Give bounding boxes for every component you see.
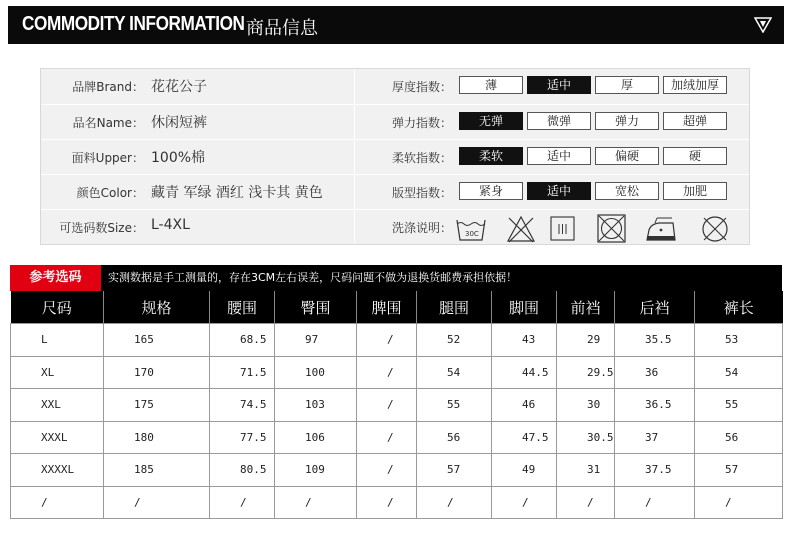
table-cell: / — [357, 389, 417, 422]
info-row-size — [41, 209, 354, 245]
size-column-header: 前裆 — [557, 291, 615, 324]
info-row-upper — [41, 139, 354, 175]
product-info-panel — [40, 68, 750, 245]
table-cell: 71.5 — [210, 356, 275, 389]
fit-option: 紧身 — [459, 182, 523, 200]
table-cell: 37.5 — [615, 454, 695, 487]
table-cell: XL — [11, 356, 104, 389]
info-value: 100%棉 — [151, 150, 206, 166]
info-value: 休闲短裤 — [151, 115, 207, 131]
thickness-option: 薄 — [459, 76, 523, 94]
thickness-option: 加绒加厚 — [663, 76, 727, 94]
table-cell: / — [275, 486, 357, 519]
table-cell: 103 — [275, 389, 357, 422]
table-cell: 36.5 — [615, 389, 695, 422]
table-cell: 175 — [104, 389, 210, 422]
table-row — [11, 389, 783, 422]
index-label: 弹力指数： — [392, 116, 453, 130]
no-tumble-dry-icon — [598, 215, 625, 242]
table-cell: XXL — [11, 389, 104, 422]
header-bar — [8, 6, 784, 44]
info-label: 品名Name： — [72, 116, 144, 130]
table-cell: / — [357, 324, 417, 357]
wash-label: 洗涤说明： — [392, 221, 453, 235]
line-dry-icon — [551, 217, 574, 240]
table-cell: 185 — [104, 454, 210, 487]
table-cell: 29.5 — [557, 356, 615, 389]
index-row-softness — [355, 139, 749, 175]
table-cell: 31 — [557, 454, 615, 487]
table-cell: 55 — [695, 389, 783, 422]
size-column-header: 臀围 — [275, 291, 357, 324]
table-row — [11, 421, 783, 454]
table-cell: 37 — [615, 421, 695, 454]
table-cell: / — [357, 356, 417, 389]
table-cell: 68.5 — [210, 324, 275, 357]
softness-option: 硬 — [663, 147, 727, 165]
table-cell: 54 — [417, 356, 492, 389]
table-cell: 57 — [417, 454, 492, 487]
table-cell: 55 — [417, 389, 492, 422]
elasticity-option: 超弹 — [663, 112, 727, 130]
size-column-header: 裤长 — [695, 291, 783, 324]
info-row-name — [41, 104, 354, 140]
table-cell: 56 — [417, 421, 492, 454]
table-cell: 180 — [104, 421, 210, 454]
table-cell: / — [615, 486, 695, 519]
elasticity-option: 微弹 — [527, 112, 591, 130]
index-row-elasticity — [355, 104, 749, 140]
table-cell: XXXXL — [11, 454, 104, 487]
wash-temp-text: 30C — [465, 230, 479, 238]
table-cell: / — [357, 454, 417, 487]
info-label: 颜色Color： — [76, 186, 144, 200]
thickness-option: 厚 — [595, 76, 659, 94]
size-table-bar — [10, 265, 782, 291]
table-cell: 47.5 — [492, 421, 557, 454]
table-cell: 56 — [695, 421, 783, 454]
size-column-header: 规格 — [104, 291, 210, 324]
info-value: 花花公子 — [151, 79, 207, 95]
elasticity-option: 弹力 — [595, 112, 659, 130]
product-info-left — [41, 69, 354, 244]
table-cell: 74.5 — [210, 389, 275, 422]
header-title-zh: 商品信息 — [246, 18, 318, 39]
table-cell: / — [210, 486, 275, 519]
table-cell: / — [357, 486, 417, 519]
table-cell: 35.5 — [615, 324, 695, 357]
fit-option: 宽松 — [595, 182, 659, 200]
size-column-header: 腰围 — [210, 291, 275, 324]
wash-30c-icon — [457, 220, 485, 240]
softness-option: 适中 — [527, 147, 591, 165]
index-label: 版型指数： — [392, 186, 453, 200]
table-cell: 43 — [492, 324, 557, 357]
info-row-brand — [41, 69, 354, 104]
thickness-option: 适中 — [527, 76, 591, 94]
table-cell: 106 — [275, 421, 357, 454]
table-cell: 29 — [557, 324, 615, 357]
table-cell: / — [104, 486, 210, 519]
table-cell: 30.5 — [557, 421, 615, 454]
no-dry-clean-icon — [703, 217, 727, 241]
table-cell: 77.5 — [210, 421, 275, 454]
size-column-header: 腿围 — [417, 291, 492, 324]
size-table — [10, 265, 782, 519]
size-grid — [10, 291, 783, 519]
index-label: 厚度指数： — [392, 80, 453, 94]
table-cell: 170 — [104, 356, 210, 389]
table-cell: 57 — [695, 454, 783, 487]
size-column-header: 脾围 — [357, 291, 417, 324]
no-bleach-icon — [508, 217, 534, 242]
elasticity-option: 无弹 — [459, 112, 523, 130]
table-cell: 44.5 — [492, 356, 557, 389]
table-cell: 97 — [275, 324, 357, 357]
info-label: 可选码数Size： — [59, 221, 144, 235]
fit-option: 加肥 — [663, 182, 727, 200]
table-row — [11, 324, 783, 357]
iron-low-icon — [647, 218, 675, 240]
table-row — [11, 356, 783, 389]
table-cell: 36 — [615, 356, 695, 389]
measurement-note: 实测数据是手工测量的，存在3CM左右误差，尺码问题不做为退换货邮费承担依据！ — [108, 271, 518, 284]
wash-icons — [455, 214, 745, 244]
table-row — [11, 454, 783, 487]
table-cell: / — [357, 421, 417, 454]
size-column-header: 后裆 — [615, 291, 695, 324]
table-cell: L — [11, 324, 104, 357]
index-row-thickness — [355, 69, 749, 104]
index-label: 柔软指数： — [392, 151, 453, 165]
size-header-row — [11, 291, 783, 324]
info-value: 藏青 军绿 酒红 浅卡其 黄色 — [151, 185, 323, 201]
table-cell: 100 — [275, 356, 357, 389]
table-cell: 30 — [557, 389, 615, 422]
softness-option: 柔软 — [459, 147, 523, 165]
info-label: 品牌Brand： — [72, 80, 144, 94]
table-cell: XXXL — [11, 421, 104, 454]
softness-option: 偏硬 — [595, 147, 659, 165]
table-cell: 49 — [492, 454, 557, 487]
table-cell: 80.5 — [210, 454, 275, 487]
table-cell: / — [557, 486, 615, 519]
info-value: L-4XL — [151, 217, 190, 233]
table-cell: / — [492, 486, 557, 519]
header-title-en: COMMODITY INFORMATION — [22, 13, 245, 35]
triangle-down-icon — [754, 17, 772, 33]
info-label: 面料Upper： — [71, 151, 144, 165]
table-cell: 165 — [104, 324, 210, 357]
info-row-color — [41, 174, 354, 210]
table-cell: 54 — [695, 356, 783, 389]
table-cell: 109 — [275, 454, 357, 487]
size-column-header: 尺码 — [11, 291, 104, 324]
index-row-fit — [355, 174, 749, 210]
size-reference-tag: 参考选码 — [10, 265, 101, 291]
table-cell: / — [695, 486, 783, 519]
table-cell: 53 — [695, 324, 783, 357]
table-row — [11, 486, 783, 519]
table-cell: / — [11, 486, 104, 519]
fit-option: 适中 — [527, 182, 591, 200]
index-row-wash — [355, 209, 749, 245]
size-column-header: 脚围 — [492, 291, 557, 324]
table-cell: / — [417, 486, 492, 519]
table-cell: 52 — [417, 324, 492, 357]
product-info-right — [355, 69, 749, 244]
table-cell: 46 — [492, 389, 557, 422]
